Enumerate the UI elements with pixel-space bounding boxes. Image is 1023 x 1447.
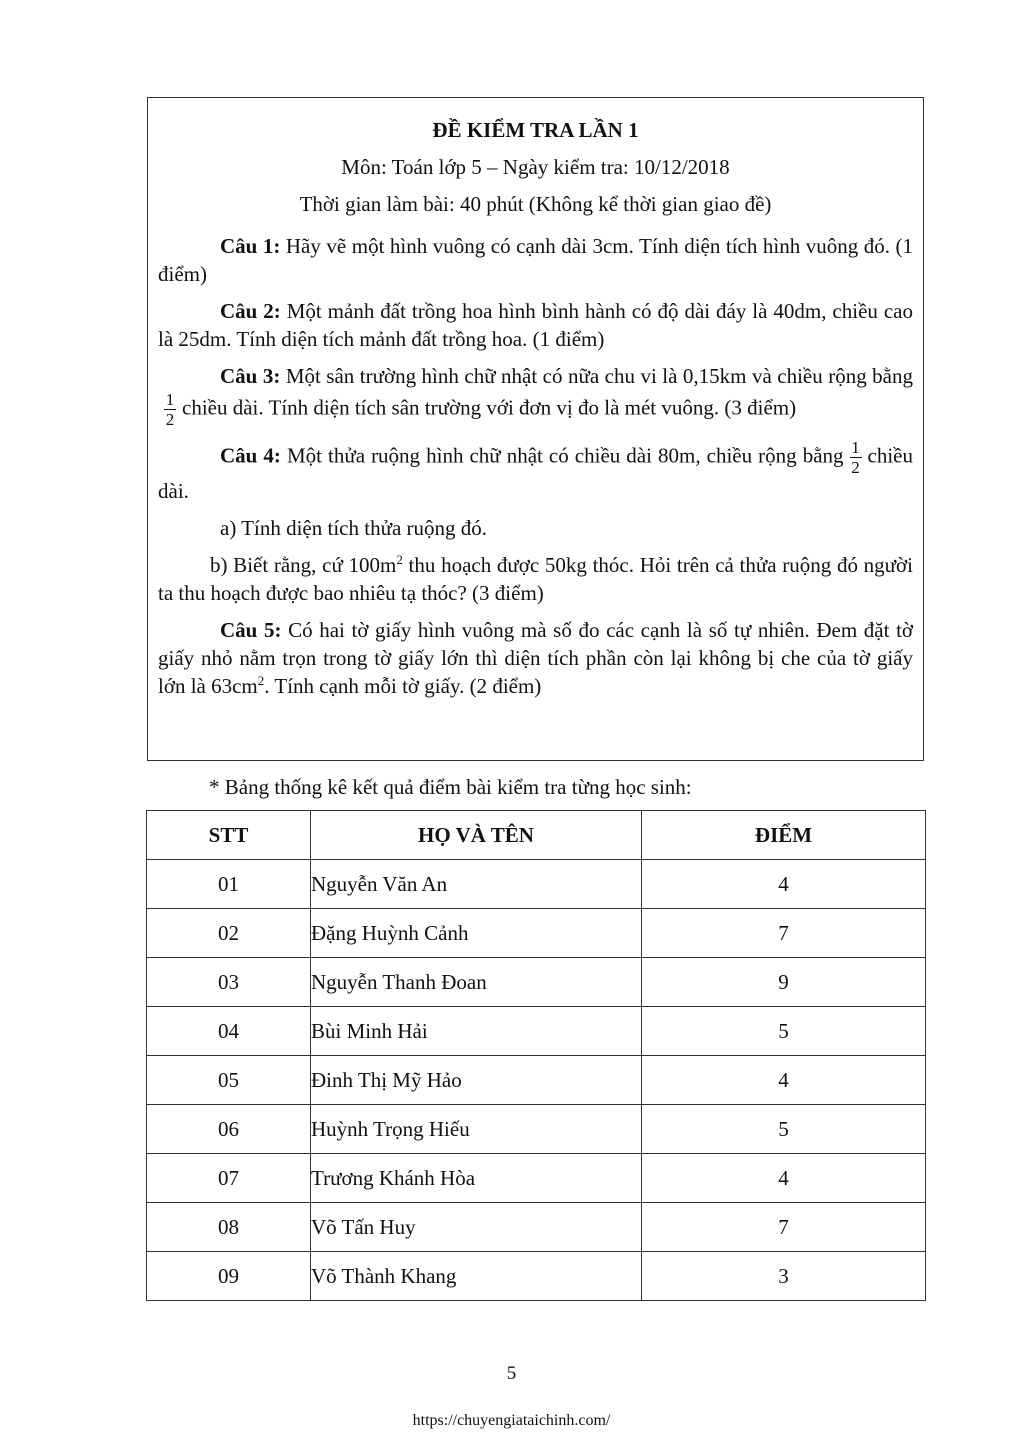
stats-table-title: * Bảng thống kê kết quả điểm bài kiểm tra từng học sinh:: [209, 775, 692, 799]
cell-score: 9: [642, 958, 926, 1007]
exam-time-line: Thời gian làm bài: 40 phút (Không kể thời gian giao đề): [299, 192, 772, 216]
table-row: [147, 1007, 926, 1056]
cell-name: Bùi Minh Hải: [311, 1007, 642, 1056]
cell-name: Đinh Thị Mỹ Hảo: [311, 1056, 642, 1105]
superscript: 2: [396, 552, 403, 567]
cell-name: Võ Tấn Huy: [311, 1203, 642, 1252]
header-score: ĐIỂM: [642, 811, 926, 860]
cell-score: 5: [642, 1007, 926, 1056]
cell-score: 4: [642, 1154, 926, 1203]
question-2-label: Câu 2:: [220, 299, 281, 323]
fraction-numerator: 1: [851, 438, 860, 457]
page-number: 5: [506, 1363, 517, 1384]
exam-subject-line: Môn: Toán lớp 5 – Ngày kiểm tra: 10/12/2018: [341, 155, 730, 179]
header-stt: STT: [147, 811, 311, 860]
cell-stt: 03: [147, 958, 311, 1007]
cell-score: 3: [642, 1252, 926, 1301]
question-1-text: Hãy vẽ một hình vuông có cạnh dài 3cm. Tính diện tích hình vuông đó. (1 điểm): [158, 234, 914, 286]
question-3: [158, 362, 913, 429]
question-4-part-b: [158, 551, 913, 607]
question-5-text-2: . Tính cạnh mỗi tờ giấy. (2 điểm): [264, 674, 542, 698]
question-2-text: Một mảnh đất trồng hoa hình bình hành có độ dài đáy là 40dm, chiều cao là 25dm. Tính diện tích mảnh đất trồng hoa. (1 điểm): [158, 299, 913, 351]
stats-header-row: [147, 811, 926, 860]
table-row: [147, 909, 926, 958]
cell-score: 4: [642, 1056, 926, 1105]
question-4-fraction: [850, 438, 862, 477]
cell-stt: 08: [147, 1203, 311, 1252]
table-row: [147, 1252, 926, 1301]
question-4-part-b-text-1: b) Biết rằng, cứ 100m: [210, 553, 397, 577]
question-5-text-1: Có hai tờ giấy hình vuông mà số đo các cạnh là số tự nhiên. Đem đặt tờ giấy nhỏ nằm trọn trong tờ giấy lớn thì diện tích phần còn lại không bị che của tờ giấy lớn là 63cm: [158, 618, 914, 698]
question-4-part-a-text: a) Tính diện tích thửa ruộng đó.: [220, 516, 488, 540]
superscript: 2: [257, 673, 265, 688]
cell-name: Trương Khánh Hòa: [311, 1154, 642, 1203]
cell-score: 4: [642, 860, 926, 909]
fraction-numerator: 1: [165, 390, 175, 409]
question-3-fraction: [164, 390, 176, 429]
cell-stt: 05: [147, 1056, 311, 1105]
fraction-denominator: 2: [851, 458, 860, 477]
table-row: [147, 1105, 926, 1154]
question-3-label: Câu 3:: [220, 364, 281, 388]
table-row: [147, 860, 926, 909]
cell-score: 5: [642, 1105, 926, 1154]
cell-stt: 01: [147, 860, 311, 909]
cell-score: 7: [642, 1203, 926, 1252]
question-4-part-b-text-2: thu hoạch được 50kg thóc. Hỏi trên cả thửa ruộng đó người ta thu hoạch được bao nhiêu tạ thóc? (3 điểm): [158, 553, 913, 605]
table-row: [147, 1154, 926, 1203]
cell-name: Đặng Huỳnh Cảnh: [311, 909, 642, 958]
table-row: [147, 1203, 926, 1252]
table-row: [147, 958, 926, 1007]
question-2: [158, 297, 913, 353]
cell-stt: 02: [147, 909, 311, 958]
cell-stt: 06: [147, 1105, 311, 1154]
cell-name: Huỳnh Trọng Hiếu: [311, 1105, 642, 1154]
fraction-denominator: 2: [165, 410, 175, 429]
cell-name: Nguyễn Văn An: [311, 860, 642, 909]
question-5: [158, 616, 913, 700]
header-name: HỌ VÀ TÊN: [311, 811, 642, 860]
table-row: [147, 1056, 926, 1105]
footer-url: https://chuyengiataichinh.com/: [412, 1412, 611, 1429]
exam-box: [147, 97, 924, 761]
question-4: [158, 438, 913, 505]
question-3-text-before: Một sân trường hình chữ nhật có nữa chu vi là 0,15km và chiều rộng bằng: [285, 364, 914, 388]
stats-table: [146, 810, 926, 1301]
cell-stt: 07: [147, 1154, 311, 1203]
cell-name: Võ Thành Khang: [311, 1252, 642, 1301]
question-3-text-after: chiều dài. Tính diện tích sân trường với đơn vị đo là mét vuông. (3 điểm): [182, 395, 797, 420]
cell-stt: 09: [147, 1252, 311, 1301]
question-4-part-a: [158, 514, 913, 542]
exam-title: ĐỀ KIỂM TRA LẦN 1: [432, 118, 639, 142]
question-4-text-before: Một thửa ruộng hình chữ nhật có chiều dài 80m, chiều rộng bằng: [286, 443, 844, 468]
cell-score: 7: [642, 909, 926, 958]
cell-name: Nguyễn Thanh Đoan: [311, 958, 642, 1007]
question-4-label: Câu 4:: [220, 443, 281, 468]
question-1: [158, 232, 913, 288]
question-5-label: Câu 5:: [220, 618, 282, 642]
question-1-label: Câu 1:: [220, 234, 281, 258]
cell-stt: 04: [147, 1007, 311, 1056]
question-4-text-after: chiều dài.: [158, 443, 914, 503]
